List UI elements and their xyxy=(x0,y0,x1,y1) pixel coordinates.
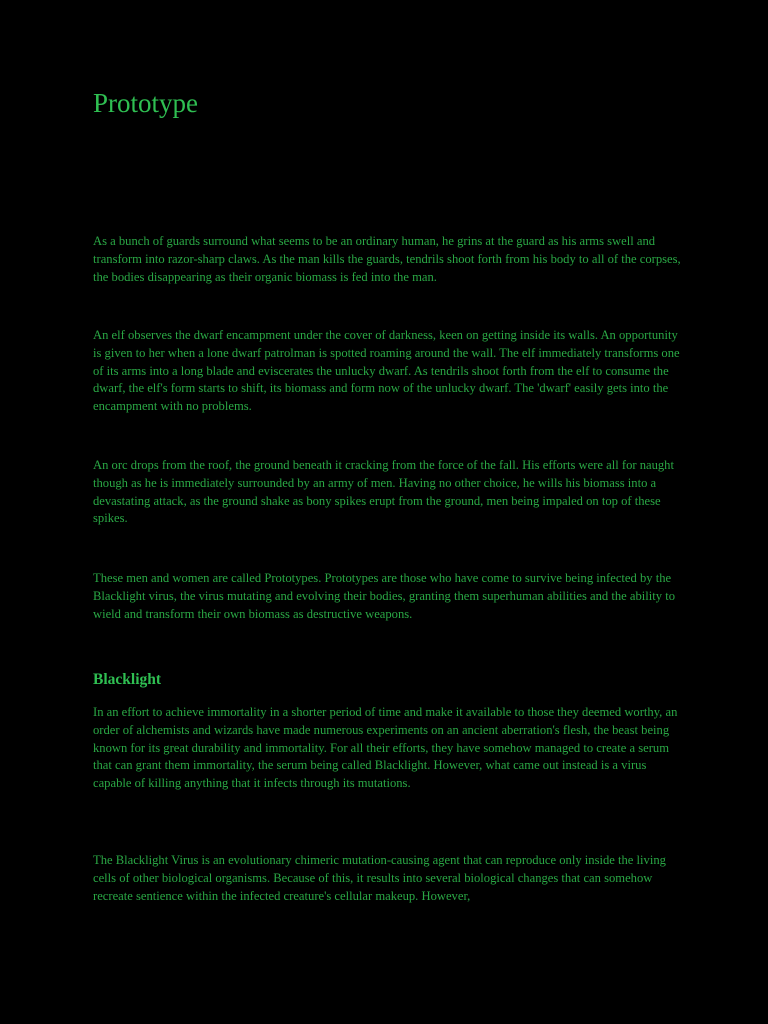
intro-paragraph: An orc drops from the roof, the ground beneath it cracking from the force of the fall. His efforts were all for naught though as he is immediately surrounded by an army of men. Having no other choice, he wills his biomass into a devastating attack, as the ground shake as bony spikes erupt from the ground, men being impaled on top of these spikes. xyxy=(93,458,674,526)
section-paragraph: The Blacklight Virus is an evolutionary chimeric mutation-causing agent that can reproduce only inside the living cells of other biological organisms. Because of this, it results into several biological changes that can somehow recreate sentience within the infected creature's cellular makeup. However, xyxy=(93,853,666,903)
intro-paragraph: An elf observes the dwarf encampment under the cover of darkness, keen on getting inside its walls. An opportunity is given to her when a lone dwarf patrolman is spotted roaming around the wall. The elf immediately transforms one of its arms into a long blade and eviscerates the unlucky dwarf. As tendrils shoot forth from the elf to consume the dwarf, the elf's form starts to shift, its biomass and form now of the unlucky dwarf. The 'dwarf' easily gets into the encampment with no problems. xyxy=(93,328,680,414)
section-paragraph: In an effort to achieve immortality in a shorter period of time and make it available to those they deemed worthy, an order of alchemists and wizards have made numerous experiments on an ancient aberration's flesh, the beast being known for its great durability and immortality. For all their efforts, they have somehow managed to create a serum that can grant them immortality, the serum being called Blacklight. However, what came out instead is a virus capable of killing anything that it infects through its mutations. xyxy=(93,705,678,791)
intro-paragraph: As a bunch of guards surround what seems to be an ordinary human, he grins at the guard as his arms swell and transform into razor-sharp claws. As the man kills the guards, tendrils shoot forth from his body to all of the corpses, the bodies disappearing as their organic biomass is fed into the man. xyxy=(93,234,681,284)
section-heading-blacklight: Blacklight xyxy=(93,671,162,688)
intro-paragraph: These men and women are called Prototypes. Prototypes are those who have come to survive being infected by the Blacklight virus, the virus mutating and evolving their bodies, granting them superhuman abilities and the ability to wield and transform their own biomass as destructive weapons. xyxy=(93,571,676,621)
document-title: Prototype xyxy=(93,88,198,118)
